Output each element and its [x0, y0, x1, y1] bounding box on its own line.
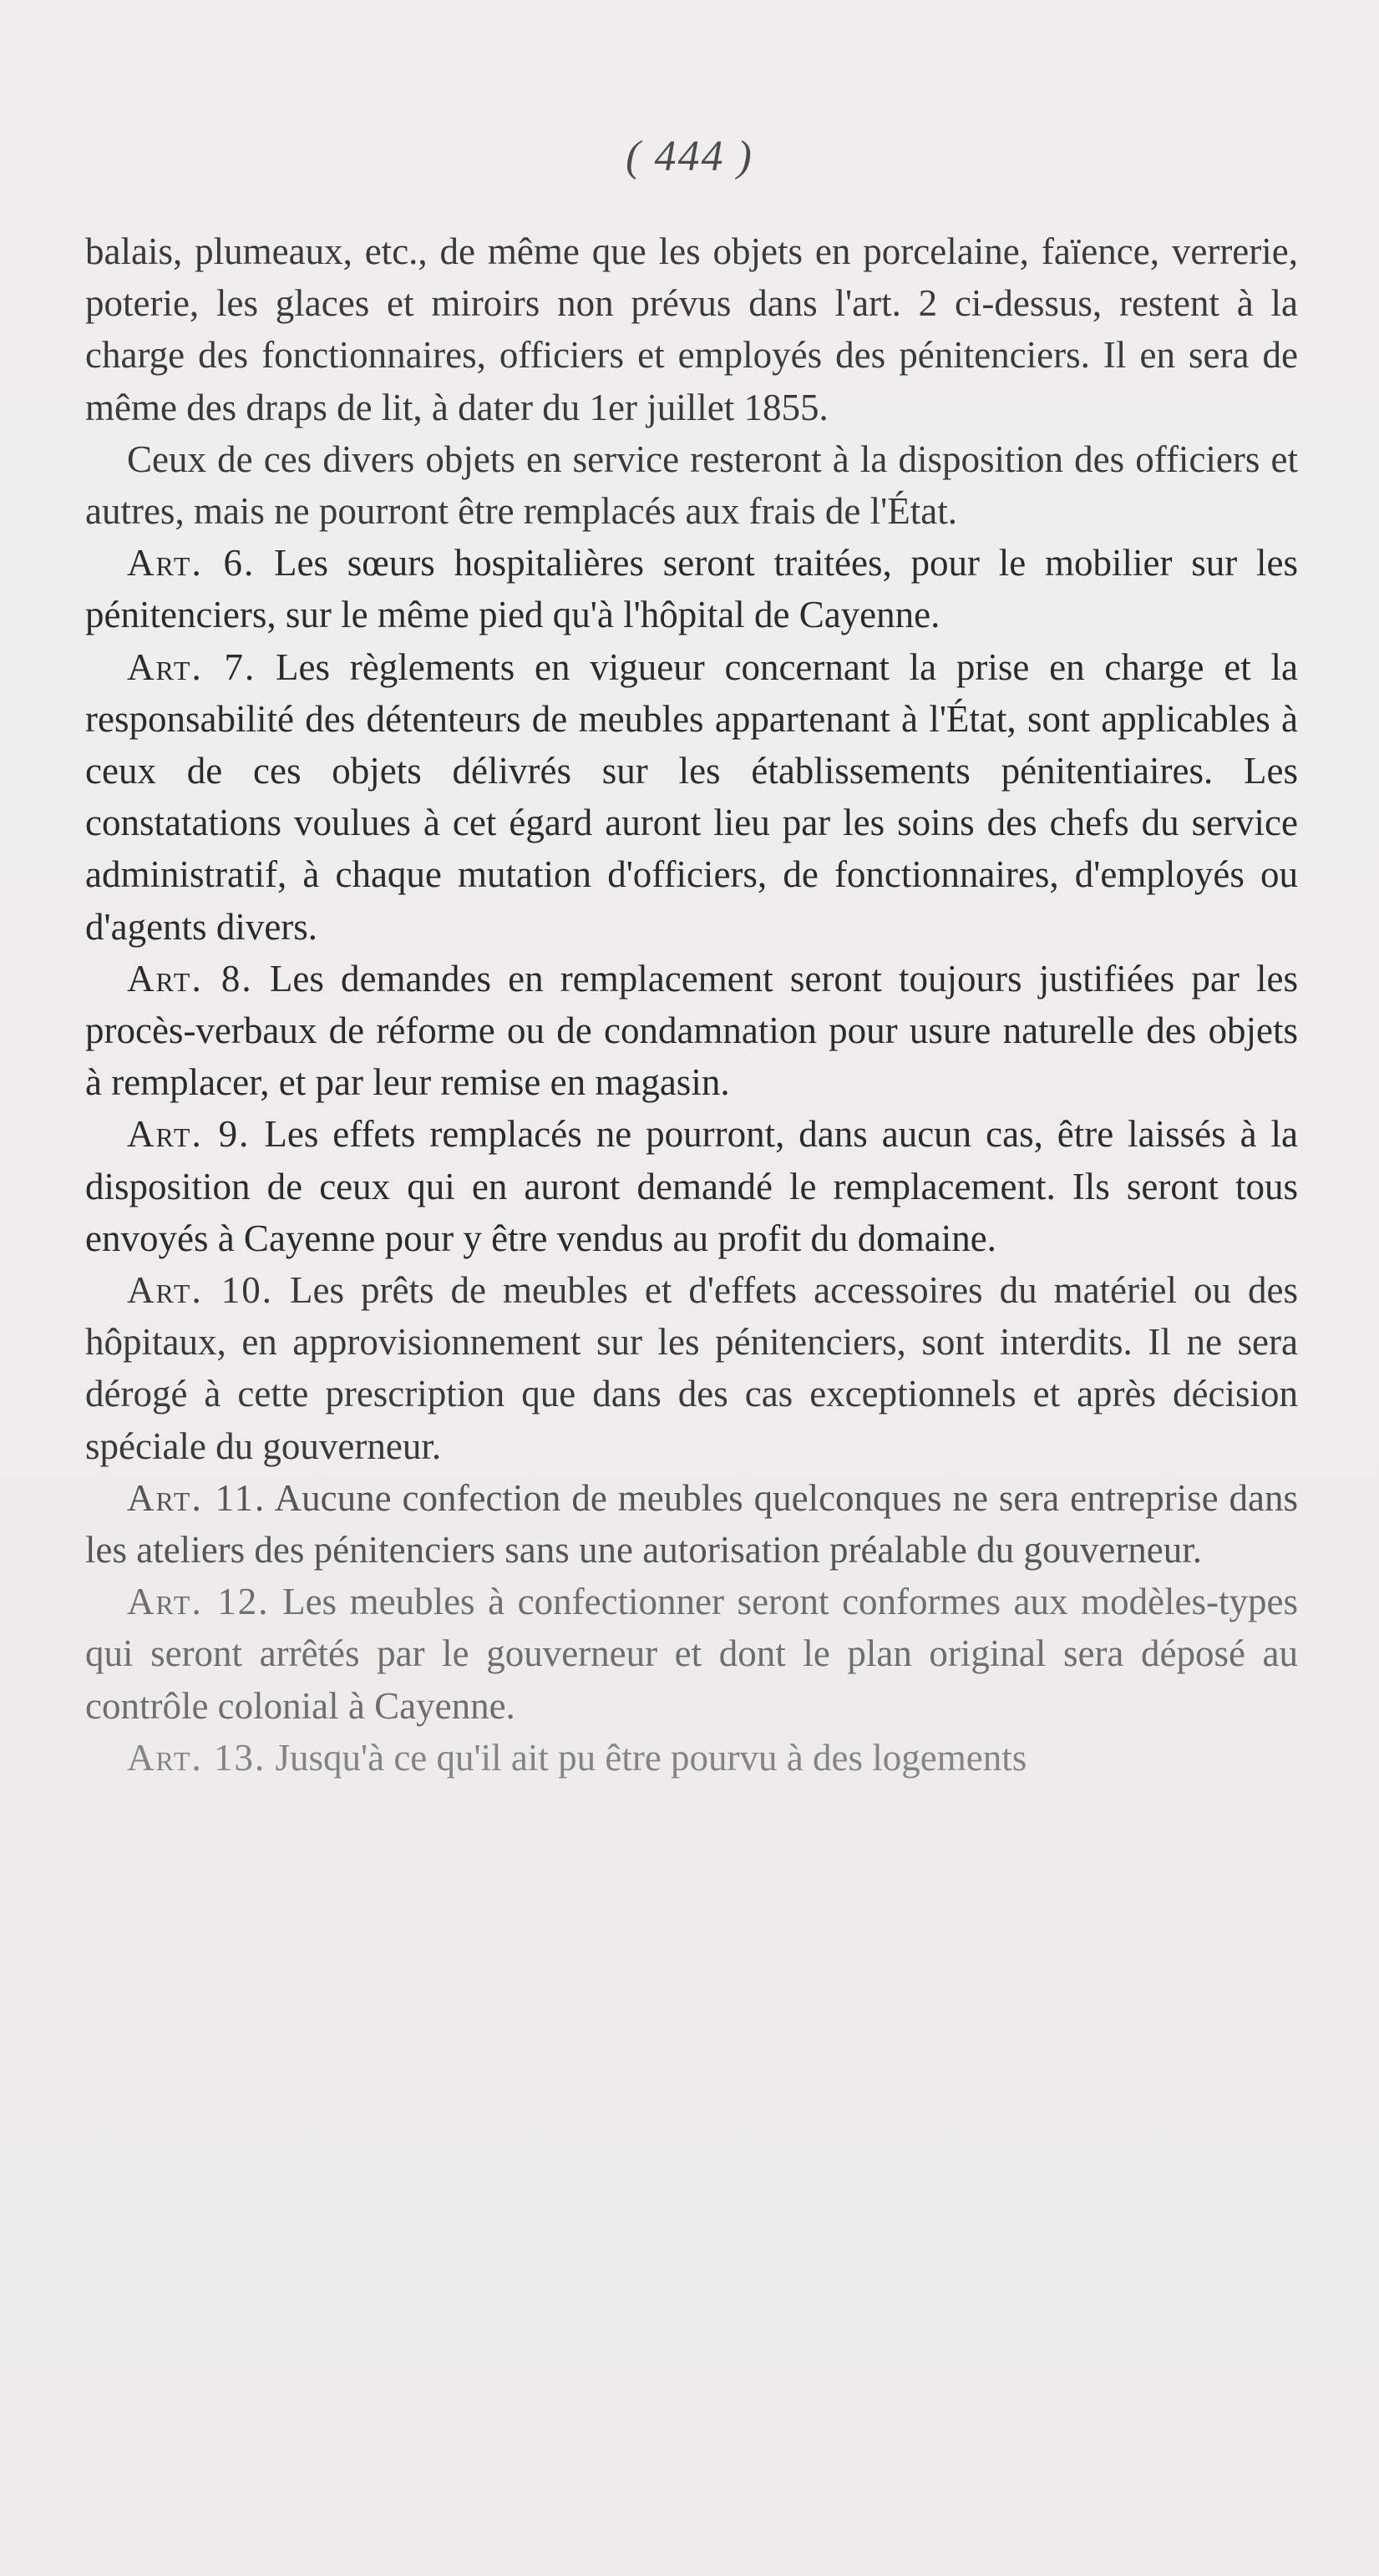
article-text: Les sœurs hospitalières seront traitées, pour le mobilier sur les pénitenciers, sur le même pied qu'à l'hôpital de Cayenne.: [85, 542, 1299, 636]
article-12: [85, 1576, 1298, 1732]
article-label: Art. 6.: [127, 542, 256, 585]
article-label: Art. 9.: [127, 1113, 251, 1156]
body-text: [85, 225, 1298, 1784]
paragraph-continuation: [85, 225, 1298, 433]
article-label: Art. 8.: [127, 957, 253, 1000]
article-label: Art. 12.: [127, 1581, 270, 1623]
paragraph-text: balais, plumeaux, etc., de même que les objets en porcelaine, faïence, verrerie, poterie, les glaces et miroirs non prévus dans l'art. 2 ci-dessus, restent à la charge des fonctionnaires, officiers et employés des pénitenciers. Il en sera de même des draps de lit, à dater du 1er juillet 1855.: [85, 230, 1298, 428]
article-6: [85, 537, 1298, 640]
page-number: ( 444 ): [626, 133, 753, 180]
article-text: Les effets remplacés ne pourront, dans aucun cas, être laissés à la disposition de ceux qui en auront demandé le remplacement. Ils seront tous envoyés à Cayenne pour y être vendus au profit du domaine.: [85, 1113, 1299, 1259]
article-text: Les règlements en vigueur concernant la prise en charge et la responsabilité des détenteurs de meubles appartenant à l'État, sont applicables à ceux de ces objets délivrés sur les établissements pénitentiaires. Les constatations voulues à cet égard auront lieu par les soins des chefs du service administratif, à chaque mutation d'officiers, de fonctionnaires, d'employés ou d'agents divers.: [85, 645, 1298, 948]
article-label: Art. 10.: [127, 1269, 273, 1312]
article-label: Art. 13.: [127, 1736, 266, 1779]
article-label: Art. 7.: [127, 645, 256, 688]
article-text: Les meubles à confectionner seront conformes aux modèles-types qui seront arrêtés par le gouverneur et dont le plan original sera déposé au contrôle colonial à Cayenne.: [85, 1581, 1299, 1727]
article-9: [85, 1108, 1298, 1264]
article-label: Art. 11.: [127, 1476, 266, 1519]
article-text: Les demandes en remplacement seront toujours justifiées par les procès-verbaux de réforme ou de condamnation pour usure naturelle des objets à remplacer, et par leur remise en magasin.: [85, 957, 1299, 1104]
article-11: [85, 1472, 1298, 1576]
article-7: [85, 641, 1298, 953]
article-text: Aucune confection de meubles quelconques ne sera entreprise dans les ateliers des pénitenciers sans une autorisation préalable du gouverneur.: [85, 1476, 1298, 1571]
article-text: Jusqu'à ce qu'il ait pu être pourvu à des logements: [275, 1736, 1027, 1779]
paragraph-ceux: [85, 433, 1298, 537]
paragraph-text: Ceux de ces divers objets en service resteront à la disposition des officiers et autres, mais ne pourront être remplacés aux frais de l'État.: [85, 438, 1298, 533]
article-8: [85, 953, 1298, 1109]
article-text: Les prêts de meubles et d'effets accessoires du matériel ou des hôpitaux, en approvisionnement sur les pénitenciers, sont interdits. Il ne sera dérogé à cette prescription que dans des cas exceptionnels et après décision spéciale du gouverneur.: [85, 1269, 1299, 1467]
article-13: [85, 1732, 1298, 1784]
article-10: [85, 1264, 1298, 1472]
